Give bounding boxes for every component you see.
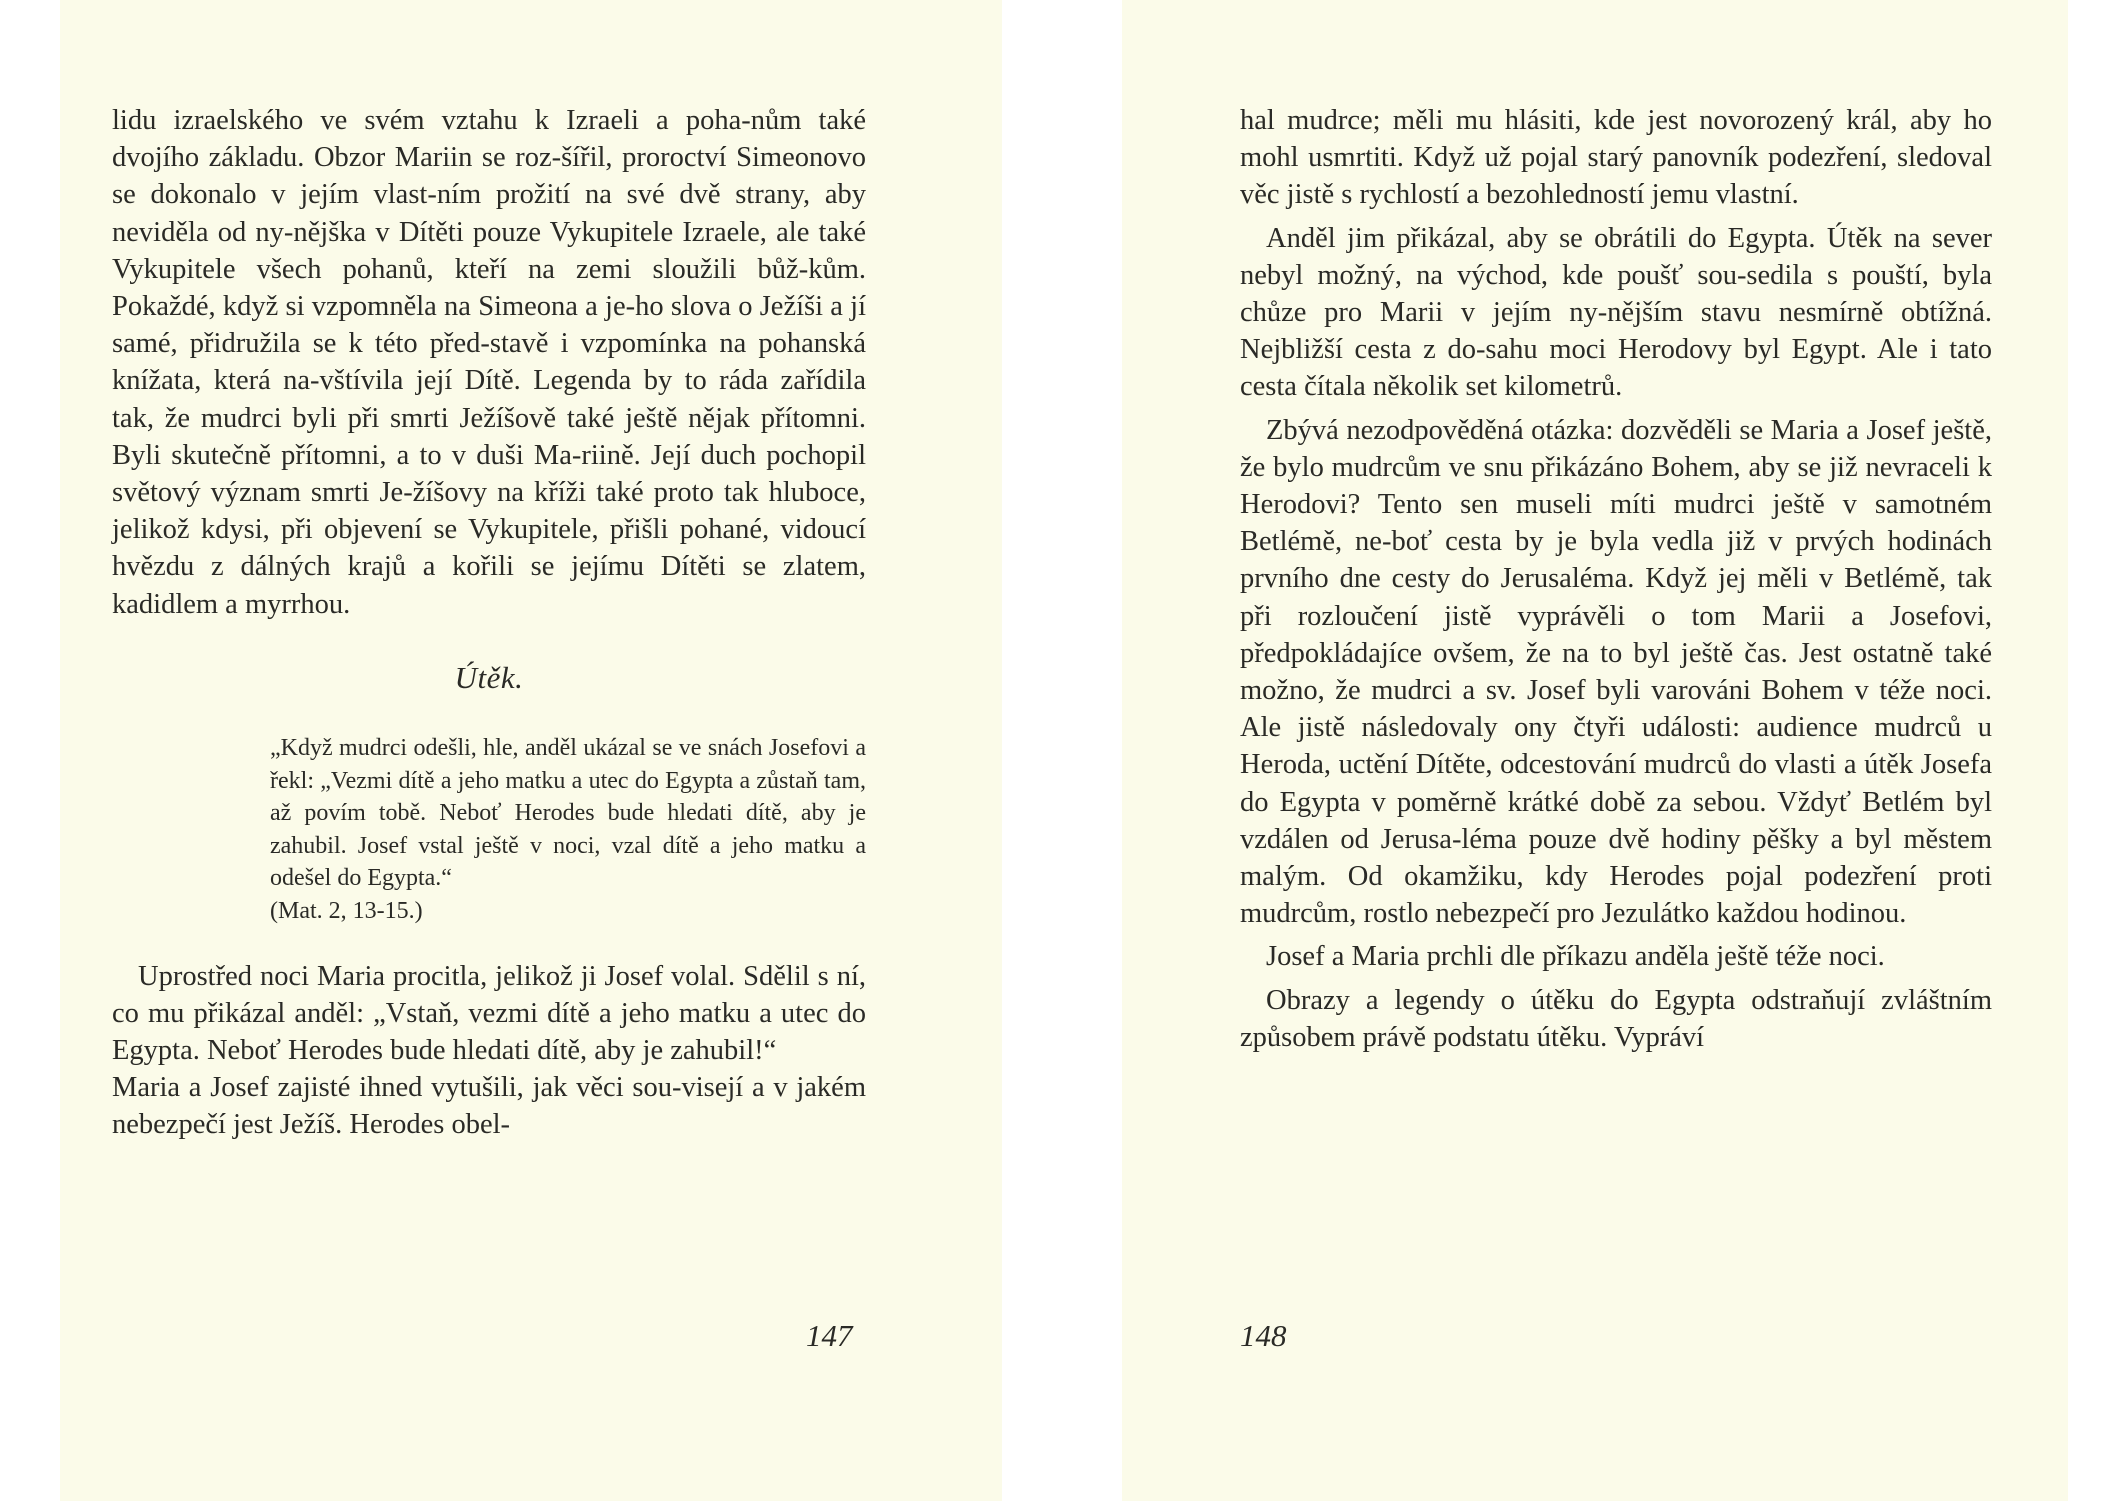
quote-text: „Když mudrci odešli, hle, anděl ukázal se ve snách Josefovi a řekl: „Vezmi dítě a jeho matku a utec do Egypta a zůstaň tam, až povím tobě. Neboť Herodes bude hledati dítě, aby je zahubil. Josef vstal ještě v noci, vzal dítě a jeho matku a odešel do Egypta.“ [270, 735, 866, 892]
bible-quote [112, 732, 866, 928]
left-page [60, 0, 1002, 1501]
right-paragraph-2: Anděl jim přikázal, aby se obrátili do Egypta. Útěk na sever nebyl možný, na východ, kde poušť sou-sedila s pouští, byla chůze pro Marii v jejím ny-nějším stavu nesmírně obtížná. Nejbližší cesta z do-sahu moci Herodovy byl Egypt. Ale i tato cesta čítala několik set kilometrů. [1240, 222, 1992, 403]
right-page [1122, 0, 2068, 1501]
left-paragraph-1: lidu izraelského ve svém vztahu k Izraeli a poha-nům také dvojího základu. Obzor Mariin se roz-šířil, proroctví Simeonovo se dokonalo v jejím vlast-ním prožití na své dvě strany, aby neviděla od ny-nějška v Dítěti pouze Vykupitele Izraele, ale také Vykupitele všech pohanů, kteří na zemi sloužili bůž-kům. Pokaždé, když si vzpomněla na Simeona a je-ho slova o Ježíši a jí samé, přidružila se k této před-stavě i vzpomínka na pohanská knížata, která na-vštívila její Dítě. Legenda by to ráda zařídila tak, že mudrci byli při smrti Ježíšově také ještě nějak přítomni. Byli skutečně přítomni, a to v duši Ma-riině. Její duch pochopil světový význam smrti Je-žíšovy na kříži také proto tak hluboce, jelikož kdysi, při objevení se Vykupitele, přišli pohané, vidoucí hvězdu z dálných krajů a kořili se jejímu Dítěti se zlatem, kadidlem a myrrhou. [112, 105, 866, 620]
left-paragraph-2: Uprostřed noci Maria procitla, jelikož ji Josef volal. Sdělil s ní, co mu přikázal anděl: „Vstaň, vezmi dítě a jeho matku a utec do Egypta. Neboť Herodes bude hledati dítě, aby je zahubil!“ [112, 960, 866, 1067]
right-page-text [1240, 102, 1992, 1056]
section-heading: Útěk. [454, 659, 524, 695]
right-paragraph-3: Zbývá nezodpověděná otázka: dozvěděli se Maria a Josef ještě, že bylo mudrcům ve snu přikázáno Bohem, aby se již nevraceli k Herodovi? Tento sen museli míti mudrci ještě v samotném Betlémě, ne-boť cesta by je byla vedla již v prvých hodinách prvního dne cesty do Jerusaléma. Když jej měli v Betlémě, tak při rozloučení jistě vyprávěli o tom Marii a Josefovi, předpokládajíce ovšem, že na to byl ještě čas. Jest ostatně také možno, že mudrci a sv. Josef byli varováni Bohem v téže noci. Ale jistě následovaly ony čtyři události: audience mudrců u Heroda, uctění Dítěte, odcestování mudrců do vlasti a útěk Josefa do Egypta v poměrně krátké době za sebou. Vždyť Betlém byl vzdálen od Jerusa-léma pouze dvě hodiny pěšky a byl městem malým. Od okamžiku, kdy Herodes pojal podezření proti mudrcům, rostlo nebezpečí pro Jezulátko každou hodinou. [1240, 414, 1992, 930]
right-paragraph-1: hal mudrce; měli mu hlásiti, kde jest novorozený král, aby ho mohl usmrtiti. Když už pojal starý panovník podezření, sledoval věc jistě s rychlostí a bezohledností jemu vlastní. [1240, 105, 1992, 211]
quote-reference: (Mat. 2, 13-15.) [270, 898, 423, 925]
left-page-text [112, 102, 866, 1144]
page-number-right: 148 [1240, 1318, 1287, 1353]
right-paragraph-4: Josef a Maria prchli dle příkazu anděla ještě téže noci. [1266, 941, 1885, 973]
right-paragraph-5: Obrazy a legendy o útěku do Egypta odstraňují zvláštním způsobem právě podstatu útěku. Vypráví [1240, 984, 1992, 1053]
left-paragraph-3: Maria a Josef zajisté ihned vytušili, jak věci sou-visejí a v jakém nebezpečí jest Ježíš. Herodes obel- [112, 1072, 866, 1141]
page-number-left: 147 [806, 1318, 853, 1353]
